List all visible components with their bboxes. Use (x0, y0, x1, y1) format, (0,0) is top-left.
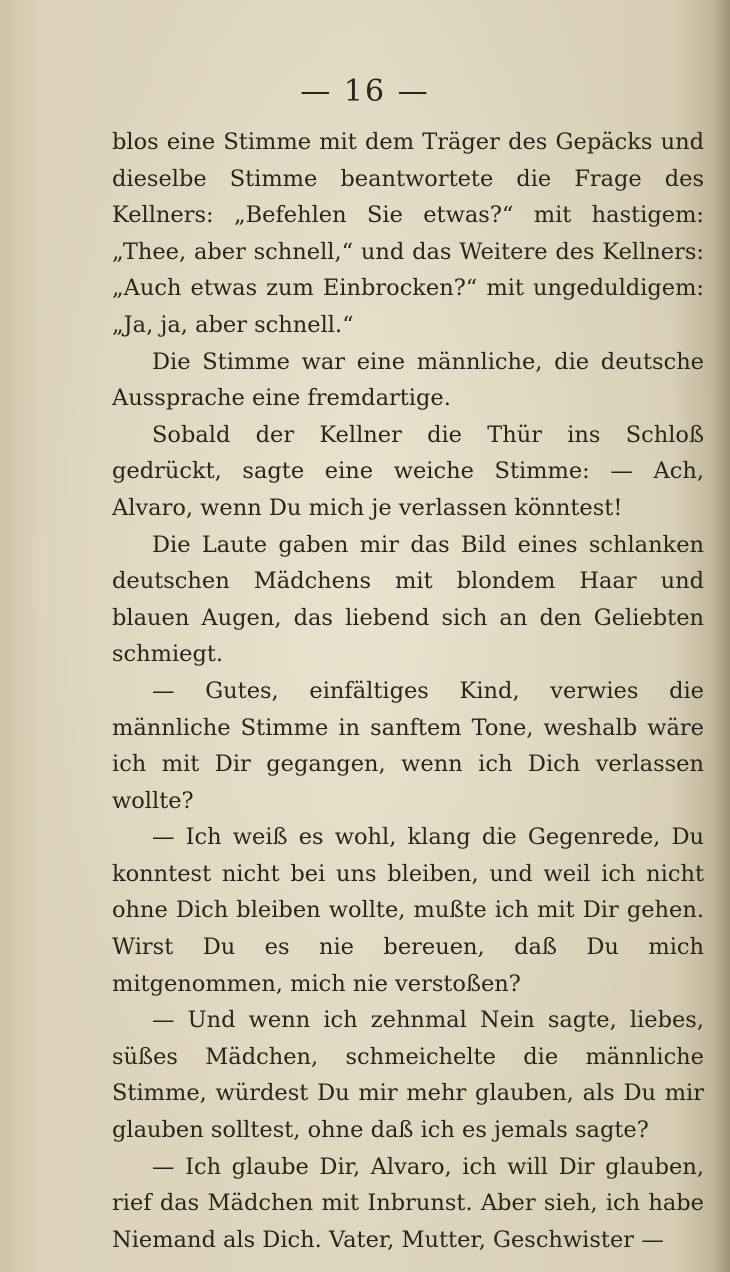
paragraph: — Ich glaube Dir, Alvaro, ich will Dir glauben, rief das Mädchen mit Inbrunst. Aber sieh, ich habe Niemand als Dich. Vater, Mutter, Geschwister — (112, 1153, 704, 1253)
paragraph: Die Stimme war eine männliche, die deutsche Aussprache eine fremdartige. (112, 348, 704, 412)
page-number: — 16 — (300, 74, 430, 109)
paragraph: — Und wenn ich zehnmal Nein sagte, liebes, süßes Mädchen, schmeichelte die männliche Stimme, würdest Du mir mehr glauben, als Du mir glauben solltest, ohne daß ich es jemals sagte? (112, 1007, 704, 1144)
paragraph-continued: blos eine Stimme mit dem Träger des Gepäcks und dieselbe Stimme beantwortete die Frage des Kellners: „Befehlen Sie etwas?“ mit hastigem: „Thee, aber schnell,“ und das Weitere des Kellners: „Auch etwas zum Einbrocken?“ mit ungeduldigem: „Ja, ja, aber schnell.“ (112, 129, 704, 338)
body-text (112, 124, 704, 1258)
paragraph: Die Laute gaben mir das Bild eines schlanken deutschen Mädchens mit blondem Haar und blauen Augen, das liebend sich an den Geliebten schmiegt. (112, 531, 704, 668)
paragraph: — Ich weiß es wohl, klang die Gegenrede, Du konntest nicht bei uns bleiben, und weil ich nicht ohne Dich bleiben wollte, mußte ich mit Dir gehen. Wirst Du es nie bereuen, daß Du mich mitgenommen, mich nie verstoßen? (112, 824, 704, 997)
paragraph: — Gutes, einfältiges Kind, verwies die männliche Stimme in sanftem Tone, weshalb wäre ich mit Dir gegangen, wenn ich Dich verlassen wollte? (112, 677, 704, 814)
paragraph: Sobald der Kellner die Thür ins Schloß gedrückt, sagte eine weiche Stimme: — Ach, Alvaro, wenn Du mich je verlassen könntest! (112, 421, 704, 521)
page-edge-shadow (712, 0, 730, 1272)
